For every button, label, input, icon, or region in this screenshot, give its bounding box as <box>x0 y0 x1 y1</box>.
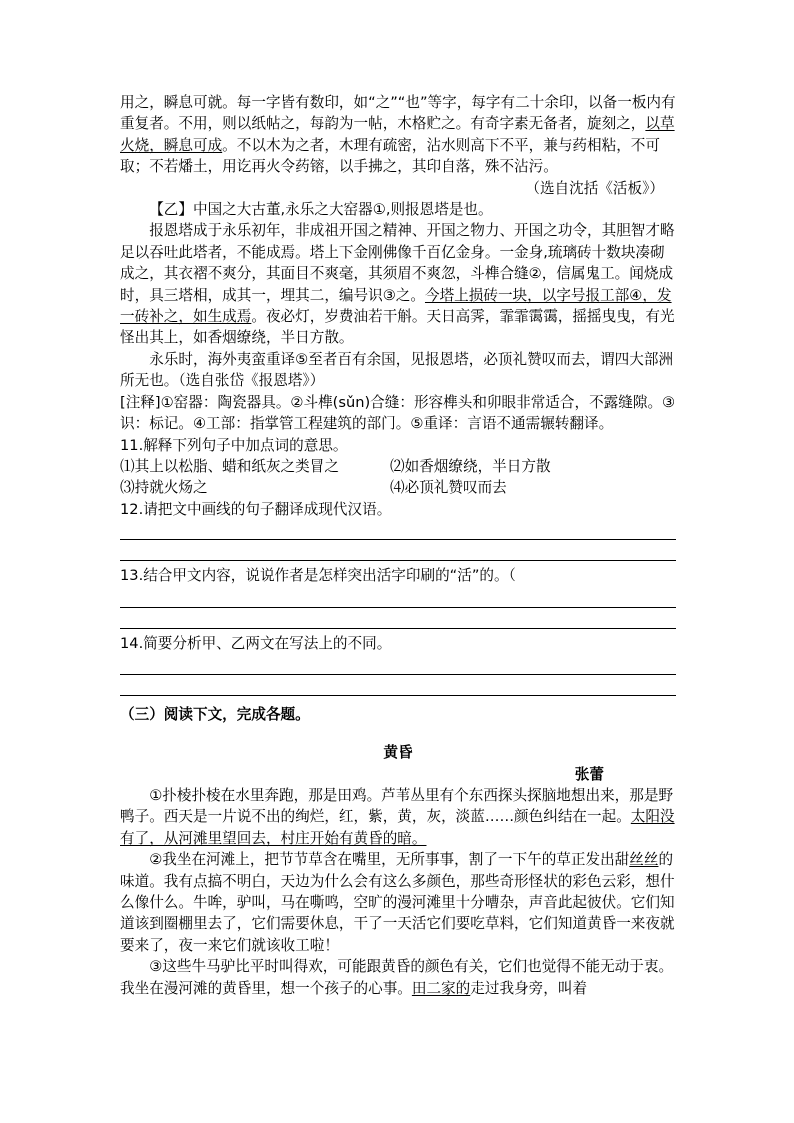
answer-line[interactable] <box>120 587 676 608</box>
answer-line[interactable] <box>120 520 676 540</box>
question-11-item-1: ⑴其上以松脂、蜡和纸灰之类冒之 <box>120 457 339 475</box>
essay-title: 黄昏 <box>383 743 413 761</box>
section-3-heading: （三）阅读下文，完成各题。 <box>120 705 310 723</box>
question-11-item-4: ⑷必顶礼赞叹而去 <box>390 479 507 497</box>
answer-line[interactable] <box>120 675 676 696</box>
question-11-item-2: ⑵如香烟缭绕，半日方散 <box>390 457 551 475</box>
question-13: 13.结合甲文内容，说说作者是怎样突出活字印刷的“活”的。（ <box>120 567 516 585</box>
question-11-row-2 <box>120 477 676 498</box>
underlined-sentence-yi: 今塔上损砖一块，以字号报工部④，发一砖补之，如生成焉 <box>120 286 672 326</box>
source-citation-jia: （选自沈括《活板》） <box>525 179 664 197</box>
question-11-item-3: ⑶持就火炀之 <box>120 479 208 497</box>
underlined-phrase-essay: 田二家的 <box>411 979 471 997</box>
answer-line[interactable] <box>120 654 676 675</box>
passage-yi-paragraph-3: 永乐时，海外夷蛮重译⑤至者百有余国，见报恩塔，必顶礼赞叹而去，谓四大部洲所无也。（选自张岱《报恩塔》） <box>120 350 674 390</box>
annotation-notes: [注释]①窑器：陶瓷器具。②斗榫(sǔn)合缝：形容榫头和卯眼非常适合，不露缝隙。③识：标记。④工部：指掌管工程建筑的部门。⑤重译：言语不通需辗转翻译。 <box>120 393 676 433</box>
essay-author: 张蕾 <box>574 765 604 783</box>
passage-yi-intro: 【乙】中国之大古董,永乐之大窑器①,则报恩塔是也。 <box>149 201 493 219</box>
question-11: 11.解释下列句子中加点词的意思。 <box>120 436 348 454</box>
passage-jia-paragraph: 用之，瞬息可就。每一字皆有数印，如“之”“也”等字，每字有二十余印，以备一板内有重复者。不用，则以纸帖之，每韵为一帖，木格贮之。有奇字素无备者，旋刻之，以草火烧，瞬息可成。不以木为之者，木理有疏密，沾水则高下不平，兼与药相粘，不可取；不若燔土，用讫再火令药镕，以手拂之，其印自落，殊不沾污。 <box>120 94 676 176</box>
question-12: 12.请把文中画线的句子翻译成现代汉语。 <box>120 500 392 518</box>
essay-paragraph-1: ①扑棱扑棱在水里奔跑，那是田鸡。芦苇丛里有个东西探头探脑地想出来，那是野鸭子。西天是一片说不出的绚烂，红，紫，黄，灰，淡蓝……颜色纠结在一起。太阳没有了，从河滩里望回去，村庄开始有黄昏的暗。 <box>120 786 675 847</box>
passage-yi-paragraph-2: 报恩塔成于永乐初年，非成祖开国之精神、开国之物力、开国之功令，其胆智才略足以吞吐此塔者，不能成焉。塔上下金刚佛像千百亿金身。一金身,琉璃砖十数块凑砌成之，其衣褶不爽分，其面目不爽毫，其须眉不爽忽，斗榫合缝②，信属鬼工。闻烧成时，具三塔相，成其一，埋其二，编号识③之。今塔上损砖一块，以字号报工部④，发一砖补之，如生成焉。夜必灯，岁费油若干斛。天日高霁，霏霏霭霭，摇摇曳曳，有光怪出其上，如香烟缭绕，半日方散。 <box>120 222 675 347</box>
underlined-sentence-jia: 以草火烧，瞬息可成 <box>120 115 675 154</box>
underlined-sentence-essay: 太阳没有了，从河滩里望回去，村庄开始有黄昏的暗。 <box>120 808 675 847</box>
essay-paragraph-3: ③这些牛马驴比平时叫得欢，可能跟黄昏的颜色有关，它们也觉得不能无动于衷。我坐在漫河滩的黄昏里，想一个孩子的心事。田二家的走过我身旁，叫着 <box>120 958 674 997</box>
question-11-row-1 <box>120 456 676 477</box>
answer-line[interactable] <box>120 540 676 561</box>
underlined-word-essay: 丝丝 <box>629 851 659 869</box>
document-page <box>120 92 676 999</box>
question-14: 14.简要分析甲、乙两文在写法上的不同。 <box>120 634 392 652</box>
answer-line[interactable] <box>120 608 676 629</box>
essay-paragraph-2: ②我坐在河滩上，把节节草含在嘴里，无所事事，割了一下午的草正发出甜丝丝的味道。我有点搞不明白，天边为什么会有这么多颜色，那些奇形怪状的彩色云彩，想什么像什么。牛哞，驴叫，马在嘶鸣，空旷的漫河滩里十分嘈杂，声音此起彼伏。它们知道该到圈棚里去了，它们需要休息，干了一天活它们要吃草料，它们知道黄昏一来夜就要来了，夜一来它们就该收工啦！ <box>120 851 675 954</box>
